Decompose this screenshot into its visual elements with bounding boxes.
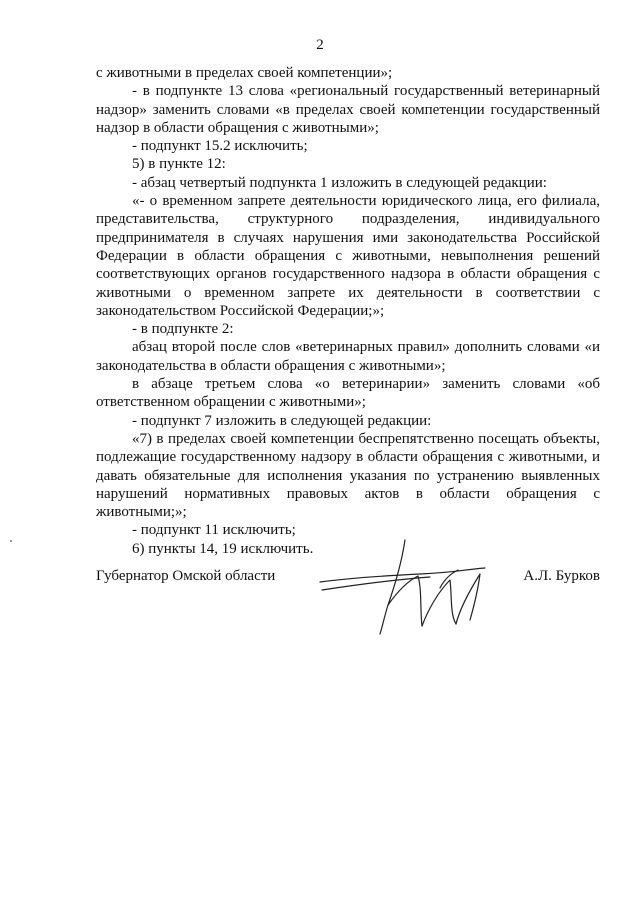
scan-artifact <box>10 540 12 542</box>
handwritten-signature <box>310 530 510 640</box>
paragraph-continuation: с животными в пределах своей компетенции»; <box>96 65 393 81</box>
governor-name: А.Л. Бурков <box>523 568 600 584</box>
paragraph-subitem-13: - в подпункте 13 слова «региональный государственный ветеринарный надзор» заменить словами «в пределах своей компетенции государственный надзор в области обращения с животными»; <box>96 83 600 136</box>
document-body <box>96 64 600 558</box>
paragraph-abzac-3: в абзаце третьем слова «о ветеринарии» заменить словами «об ответственном обращении с животными»; <box>96 376 600 411</box>
paragraph-subitem-15-2: - подпункт 15.2 исключить; <box>132 138 308 155</box>
page-number: 2 <box>316 37 324 53</box>
paragraph-item-6: 6) пункты 14, 19 исключить. <box>132 540 314 557</box>
paragraph-abzac-4: - абзац четвертый подпункта 1 изложить в следующей редакции: <box>132 174 547 191</box>
paragraph-abzac-2: абзац второй после слов «ветеринарных правил» дополнить словами «и законодательства в области обращения с животными»; <box>96 339 600 374</box>
paragraph-subitem-11: - подпункт 11 исключить; <box>132 522 296 539</box>
paragraph-subitem-7: - подпункт 7 изложить в следующей редакции: <box>132 412 432 429</box>
paragraph-subitem-2: - в подпункте 2: <box>132 321 234 338</box>
paragraph-item-5: 5) в пункте 12: <box>132 156 226 173</box>
governor-title: Губернатор Омской области <box>96 568 276 584</box>
paragraph-quote-item-7: «7) в пределах своей компетенции беспрепятственно посещать объекты, подлежащие государственному надзору в области обращения с животными, и давать обязательные для исполнения указания по устранению выявленных нарушений нормативных правовых актов в области обращения с животными;»; <box>96 430 600 521</box>
paragraph-quote-temporary-ban: «- о временном запрете деятельности юридического лица, его филиала, представительства, структурного подразделения, индивидуального предпринимателя в случаях нарушения ими законодательства Российской Федерации в области обращения с животными, невыполнения решений соответствующих органов государственного надзора в области обращения с животными о временном запрете их деятельности в соответствии с законодательством Российской Федерации;»; <box>96 193 600 319</box>
